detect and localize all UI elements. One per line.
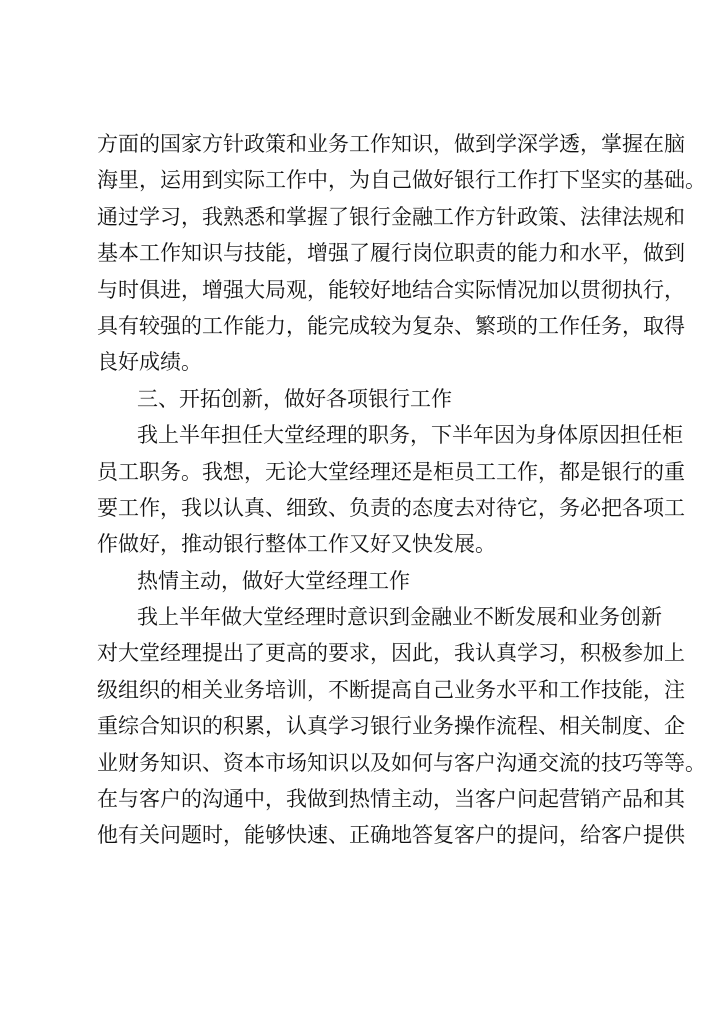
text-line: 海里，运用到实际工作中，为自己做好银行工作打下坚实的基础。 [97, 168, 706, 193]
text-line: 基本工作知识与技能，增强了履行岗位职责的能力和水平，做到 [97, 241, 685, 266]
text-line: 员工职务。我想，无论大堂经理还是柜员工工作，都是银行的重 [97, 459, 685, 484]
text-line: 对大堂经理提出了更高的要求，因此，我认真学习，积极参加上 [97, 641, 685, 666]
text-line: 具有较强的工作能力，能完成较为复杂、繁琐的工作任务，取得 [97, 313, 685, 338]
text-line: 作做好，推动银行整体工作又好又快发展。 [97, 532, 496, 557]
text-line: 他有关问题时，能够快速、正确地答复客户的提问，给客户提供 [97, 823, 685, 848]
text-line: 级组织的相关业务培训，不断提高自己业务水平和工作技能，注 [97, 677, 685, 702]
paragraph-start-line: 我上半年担任大堂经理的职务，下半年因为身体原因担任柜 [137, 423, 683, 448]
document-body [97, 126, 706, 854]
text-line: 方面的国家方针政策和业务工作知识，做到学深学透，掌握在脑 [97, 132, 685, 156]
text-line: 在与客户的沟通中，我做到热情主动，当客户问起营销产品和其 [97, 787, 685, 812]
subsection-heading: 热情主动，做好大堂经理工作 [137, 568, 410, 593]
text-line: 业财务知识、资本市场知识以及如何与客户沟通交流的技巧等等。 [97, 750, 706, 775]
text-line: 要工作，我以认真、细致、负责的态度去对待它，务必把各项工 [97, 495, 685, 520]
text-line: 与时俱进，增强大局观，能较好地结合实际情况加以贯彻执行， [97, 277, 685, 302]
text-line: 良好成绩。 [97, 350, 202, 375]
text-line: 通过学习，我熟悉和掌握了银行金融工作方针政策、法律法规和 [97, 204, 685, 229]
section-heading: 三、开拓创新，做好各项银行工作 [137, 386, 452, 411]
text-line: 重综合知识的积累，认真学习银行业务操作流程、相关制度、企 [97, 714, 685, 739]
paragraph-start-line: 我上半年做大堂经理时意识到金融业不断发展和业务创新 [137, 605, 662, 630]
